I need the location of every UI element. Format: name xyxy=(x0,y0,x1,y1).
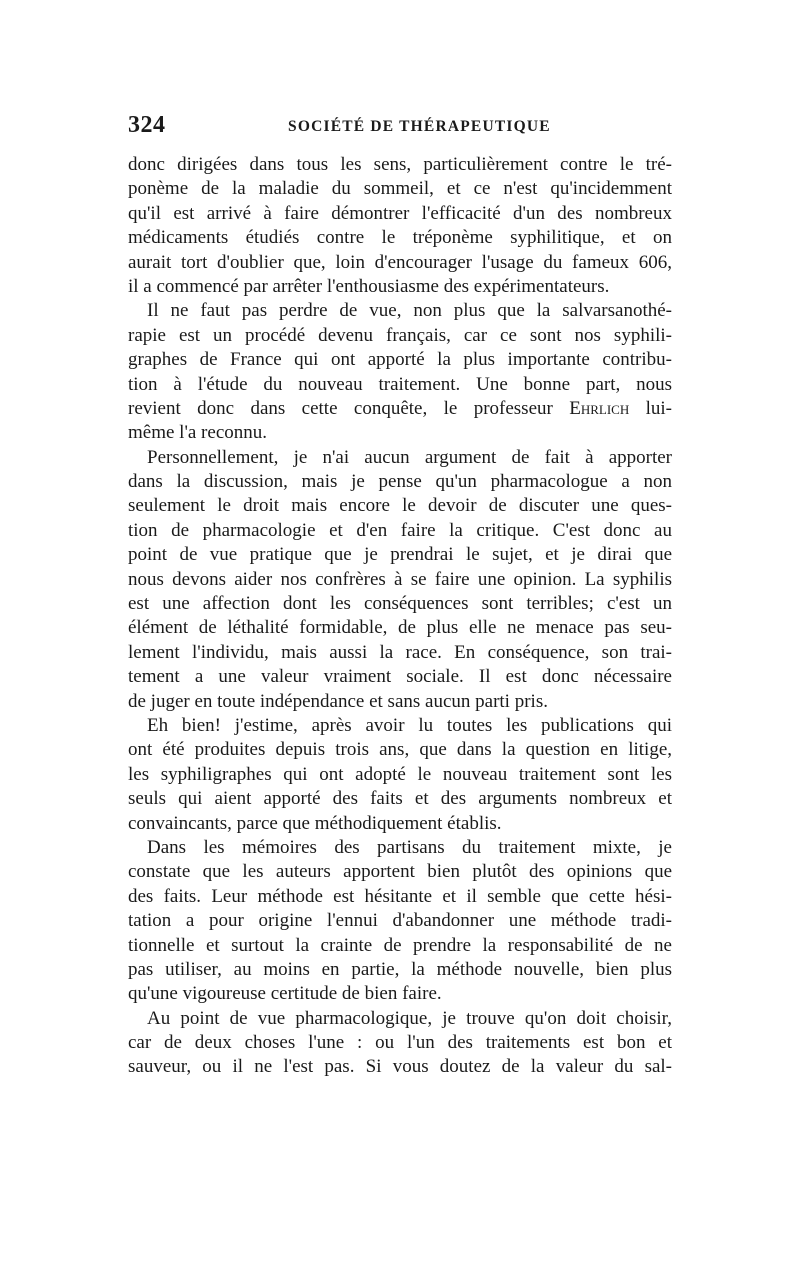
text-line: sauveur, ou il ne l'est pas. Si vous doutez de la valeur du sal- xyxy=(128,1056,672,1078)
text-line: tation a pour origine l'ennui d'abandonner une méthode tradi- xyxy=(128,910,672,932)
text-line: point de vue pratique que je prendrai le sujet, et je dirai que xyxy=(128,544,672,566)
paragraph-6 xyxy=(128,1007,672,1080)
body-text xyxy=(128,153,672,1080)
paragraph-5 xyxy=(128,836,672,1007)
text-line: donc dirigées dans tous les sens, particulièrement contre le tré- xyxy=(128,154,672,175)
text-line: lement l'individu, mais aussi la race. En conséquence, son trai- xyxy=(128,641,672,663)
text-line-with-name xyxy=(128,397,672,421)
page-number: 324 xyxy=(128,112,166,138)
text-line: rapie est un procédé devenu français, car ce sont nos syphili- xyxy=(128,324,672,346)
text-line: tion à l'étude du nouveau traitement. Une bonne part, nous xyxy=(128,373,672,395)
author-name: Ehrlich xyxy=(569,397,630,419)
paragraph-1 xyxy=(128,153,672,299)
text-line: qu'il est arrivé à faire démontrer l'efficacité d'un des nombreux xyxy=(128,202,672,224)
text-line: dans la discussion, mais je pense qu'un pharmacologue a non xyxy=(128,471,672,493)
text-line: tion de pharmacologie et d'en faire la critique. C'est donc au xyxy=(128,519,672,541)
text-line: médicaments étudiés contre le tréponème syphilitique, et on xyxy=(128,227,672,249)
paragraph-4 xyxy=(128,714,672,836)
line-text: revient donc dans cette conquête, le professeur xyxy=(128,397,570,419)
text-line: pas utiliser, au moins en partie, la méthode nouvelle, bien plus xyxy=(128,958,672,980)
text-line: convaincants, parce que méthodiquement établis. xyxy=(128,812,502,834)
running-title: SOCIÉTÉ DE THÉRAPEUTIQUE xyxy=(288,118,551,135)
text-line: car de deux choses l'une : ou l'un des traitements est bon et xyxy=(128,1032,672,1054)
text-line: Personnellement, je n'ai aucun argument de fait à apporter xyxy=(147,446,672,468)
text-line: constate que les auteurs apportent bien plutôt des opinions que xyxy=(128,861,672,883)
text-line: Il ne faut pas perdre de vue, non plus que la salvarsanothé- xyxy=(147,300,672,322)
text-line: seuls qui aient apporté des faits et des arguments nombreux et xyxy=(128,788,672,810)
text-line: des faits. Leur méthode est hésitante et il semble que cette hési- xyxy=(128,885,672,907)
text-line: ont été produites depuis trois ans, que dans la question en litige, xyxy=(128,739,672,761)
paragraph-2 xyxy=(128,299,672,445)
text-line: nous devons aider nos confrères à se faire une opinion. La syphilis xyxy=(128,568,672,590)
text-line: graphes de France qui ont apporté la plus importante contribu- xyxy=(128,349,672,371)
text-line: tionnelle et surtout la crainte de prendre la responsabilité de ne xyxy=(128,934,672,956)
text-line: même l'a reconnu. xyxy=(128,422,268,444)
text-line: est une affection dont les conséquences sont terribles; c'est un xyxy=(128,593,672,615)
text-line: Dans les mémoires des partisans du traitement mixte, je xyxy=(147,836,672,858)
text-line: ponème de la maladie du sommeil, et ce n'est qu'incidemment xyxy=(128,178,672,200)
text-line: Au point de vue pharmacologique, je trouve qu'on doit choisir, xyxy=(147,1007,672,1029)
text-line: tement a une valeur vraiment sociale. Il est donc nécessaire xyxy=(128,666,672,688)
text-line: aurait tort d'oublier que, loin d'encourager l'usage du fameux 606, xyxy=(128,251,672,273)
text-line: seulement le droit mais encore le devoir de discuter une ques- xyxy=(128,495,672,517)
page-header xyxy=(128,112,672,144)
text-line: qu'une vigoureuse certitude de bien faire. xyxy=(128,983,442,1005)
line-text: lui- xyxy=(629,397,673,419)
text-line: de juger en toute indépendance et sans aucun parti pris. xyxy=(128,690,548,712)
text-line: élément de léthalité formidable, de plus elle ne menace pas seu- xyxy=(128,617,672,639)
paragraph-3 xyxy=(128,446,672,714)
text-line: il a commencé par arrêter l'enthousiasme des expérimentateurs. xyxy=(128,275,610,297)
text-line: les syphiligraphes qui ont adopté le nouveau traitement sont les xyxy=(128,763,672,785)
text-line: Eh bien! j'estime, après avoir lu toutes les publications qui xyxy=(147,714,672,736)
